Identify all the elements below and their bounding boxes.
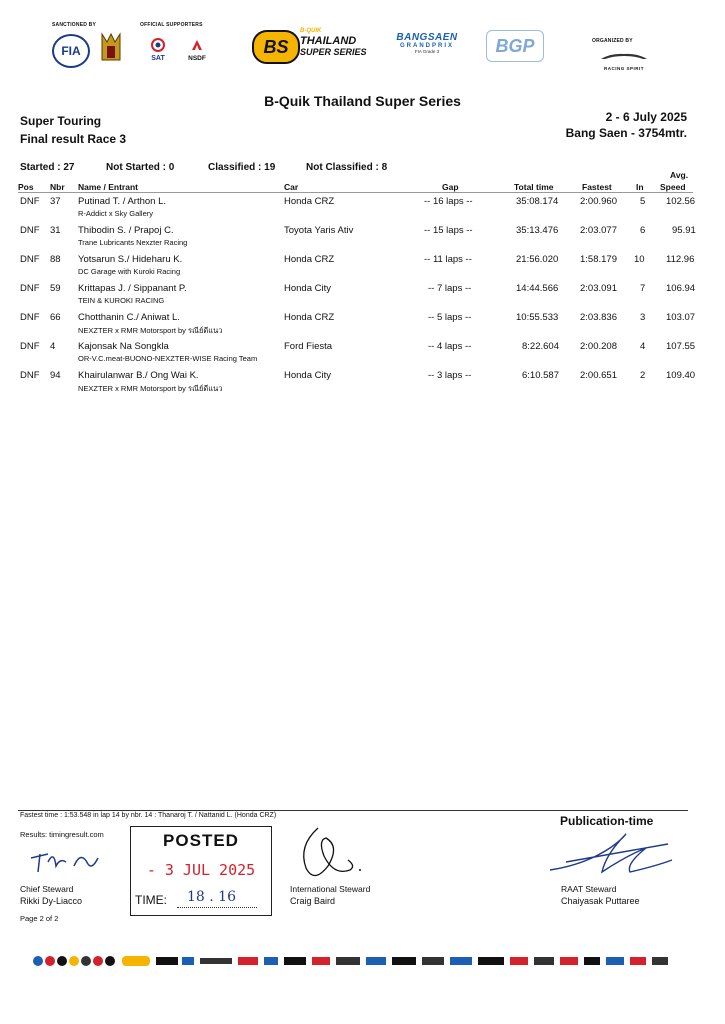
international-steward-signature: [288, 826, 368, 886]
row-entrant: NEXZTER x RMR Motorsport by รณีย์ดีแนว: [78, 326, 223, 335]
col-car: Car: [284, 182, 299, 192]
row-pos: DNF: [20, 254, 40, 265]
row-nbr: 31: [50, 225, 61, 236]
bangsaen-grandprix-logo: [382, 32, 472, 62]
row-gap: -- 11 laps --: [424, 254, 472, 265]
row-total-time: 21:56.020: [516, 254, 559, 265]
row-pos: DNF: [20, 370, 40, 381]
sanctioned-by-label: SANCTIONED BY: [52, 22, 96, 28]
row-entrant: TEIN & KUROKI RACING: [78, 296, 165, 305]
row-entrant: DC Garage with Kuroki Racing: [78, 267, 181, 276]
header-divider: [18, 192, 693, 193]
row-total-time: 6:10.587: [522, 370, 559, 381]
row-pos: DNF: [20, 312, 40, 323]
nsdf-logo-text: NSDF: [188, 55, 206, 62]
row-car: Ford Fiesta: [284, 341, 333, 352]
bs-monogram-icon: BS: [252, 30, 300, 64]
row-entrant: OR-V.C.meat-BUONO-NEXZTER-WISE Racing Team: [78, 354, 258, 363]
row-pos: DNF: [20, 283, 40, 294]
table-row: [18, 368, 696, 397]
bangsaen-line3: FIA Grade 3: [414, 49, 440, 54]
row-entrant: NEXZTER x RMR Motorsport by รณีย์ดีแนว: [78, 384, 223, 393]
rat-emblem-logo: [100, 32, 122, 62]
chief-steward-name: Rikki Dy-Liacco: [20, 896, 83, 906]
nsdf-logo: [184, 38, 210, 64]
row-name: Putinad T. / Arthon L.: [78, 196, 167, 207]
event-venue: Bang Saen - 3754mtr.: [565, 126, 687, 140]
row-pos: DNF: [20, 196, 40, 207]
classified-count: Classified : 19: [208, 162, 276, 173]
series-logo-line1: B-QUIK: [300, 28, 322, 34]
international-steward-name: Craig Baird: [290, 896, 336, 906]
row-car: Honda CRZ: [284, 312, 335, 323]
fia-logo-text: FIA: [61, 44, 81, 58]
racing-spirit-logo: [596, 48, 652, 71]
row-total-time: 35:08.174: [516, 196, 559, 207]
row-fastest: 2:00.208: [580, 341, 617, 352]
posted-stamp: [130, 826, 272, 916]
row-speed: 112.96: [666, 254, 695, 265]
row-fastest: 2:03.091: [580, 283, 617, 294]
table-row: [18, 223, 696, 252]
posted-label: POSTED: [163, 831, 239, 850]
sponsor-logo-strip: [32, 952, 672, 970]
time-handwritten: 18 . 16: [187, 889, 236, 905]
row-speed: 103.07: [666, 312, 696, 323]
row-pos: DNF: [20, 341, 40, 352]
row-in: 2: [640, 370, 646, 381]
row-name: Thibodin S. / Prapoj C.: [78, 225, 174, 236]
row-speed: 107.55: [666, 341, 696, 352]
fia-logo: [52, 34, 90, 68]
row-pos: DNF: [20, 225, 40, 236]
results-source: Results: timingresult.com: [20, 830, 104, 839]
row-in: 3: [640, 312, 646, 323]
raat-steward-name: Chaiyasak Puttaree: [561, 896, 640, 906]
col-gap: Gap: [442, 182, 459, 192]
row-total-time: 10:55.533: [516, 312, 559, 323]
fastest-time-note: Fastest time : 1:53.548 in lap 14 by nbr. 14 : Thanaroj T. / Nattanid L. (Honda CRZ): [20, 812, 277, 819]
row-gap: -- 7 laps --: [428, 283, 472, 294]
row-nbr: 88: [50, 254, 61, 265]
results-header: [18, 170, 693, 192]
row-speed: 109.40: [666, 370, 696, 381]
row-gap: -- 4 laps --: [428, 341, 472, 352]
row-car: Honda CRZ: [284, 196, 335, 207]
row-in: 7: [640, 283, 646, 294]
row-speed: 102.56: [666, 196, 696, 207]
posted-date: - 3 JUL 2025: [146, 861, 256, 879]
racing-spirit-text: RACING SPIRIT: [603, 66, 644, 71]
col-in: In: [636, 182, 644, 192]
document-title: B-Quik Thailand Super Series: [264, 93, 461, 109]
raat-steward-role: RAAT Steward: [561, 884, 617, 894]
row-nbr: 59: [50, 283, 61, 294]
thailand-super-series-logo: [252, 28, 372, 62]
table-row: [18, 281, 696, 310]
event-date: 2 - 6 July 2025: [605, 110, 687, 124]
row-fastest: 2:03.077: [580, 225, 617, 236]
row-fastest: 2:00.960: [580, 196, 617, 207]
row-car: Honda City: [284, 283, 331, 294]
row-nbr: 37: [50, 196, 61, 207]
chief-steward-signature: [26, 840, 116, 880]
row-gap: -- 3 laps --: [428, 370, 472, 381]
row-fastest: 1:58.179: [580, 254, 617, 265]
category-title: Super Touring: [20, 114, 102, 128]
table-row: [18, 194, 696, 223]
row-car: Honda CRZ: [284, 254, 335, 265]
row-gap: -- 16 laps --: [424, 196, 473, 207]
page-number: Page 2 of 2: [20, 914, 59, 923]
organized-by-label: ORGANIZED BY: [592, 38, 633, 44]
row-entrant: Trane Lubricants Nexzter Racing: [78, 238, 188, 247]
row-nbr: 4: [50, 341, 56, 352]
sat-logo: [145, 38, 171, 64]
table-row: [18, 252, 693, 281]
row-gap: -- 5 laps --: [428, 312, 472, 323]
footer-divider: [18, 810, 688, 811]
table-row: [18, 310, 696, 339]
row-fastest: 2:03.836: [580, 312, 617, 323]
bgp-logo: [486, 30, 544, 62]
col-nbr: Nbr: [50, 182, 65, 192]
col-fastest: Fastest: [582, 182, 612, 192]
row-nbr: 66: [50, 312, 61, 323]
row-fastest: 2:00.651: [580, 370, 617, 381]
row-in: 4: [640, 341, 646, 352]
row-total-time: 8:22.604: [522, 341, 559, 352]
col-avg-label: Avg.: [670, 170, 689, 180]
row-total-time: 35:13.476: [516, 225, 559, 236]
bgp-logo-text: BGP: [495, 36, 535, 56]
row-name: Yotsarun S./ Hideharu K.: [78, 254, 183, 265]
publication-time-label: Publication-time: [560, 814, 654, 828]
series-logo-line2: THAILAND: [300, 35, 357, 47]
bangsaen-line2: GRANDPRIX: [399, 43, 454, 49]
international-steward-role: International Steward: [290, 884, 371, 894]
official-supporters-label: OFFICIAL SUPPORTERS: [140, 22, 203, 28]
row-name: Chotthanin C./ Aniwat L.: [78, 312, 180, 323]
row-speed: 95.91: [672, 225, 696, 236]
row-nbr: 94: [50, 370, 61, 381]
col-name: Name / Entrant: [78, 182, 138, 192]
series-logo-line3: SUPER SERIES: [300, 47, 367, 57]
row-car: Toyota Yaris Ativ: [284, 225, 354, 236]
bangsaen-line1: BANGSAEN: [396, 32, 458, 43]
row-in: 10: [634, 254, 645, 265]
row-name: Krittapas J. / Sippanant P.: [78, 283, 187, 294]
result-subtitle: Final result Race 3: [20, 132, 127, 146]
row-in: 6: [640, 225, 646, 236]
row-car: Honda City: [284, 370, 331, 381]
col-speed-label: Speed: [660, 182, 686, 192]
row-name: Khairulanwar B./ Ong Wai K.: [78, 370, 199, 381]
time-dotted-line: [177, 907, 257, 908]
col-total-time: Total time: [514, 182, 554, 192]
row-in: 5: [640, 196, 646, 207]
row-gap: -- 15 laps --: [424, 225, 473, 236]
time-label: TIME:: [135, 893, 167, 907]
raat-steward-signature: [546, 826, 676, 881]
not-started-count: Not Started : 0: [106, 162, 175, 173]
chief-steward-role: Chief Steward: [20, 884, 74, 894]
sat-logo-text: SAT: [151, 55, 165, 62]
row-speed: 106.94: [666, 283, 696, 294]
col-pos: Pos: [18, 182, 34, 192]
row-total-time: 14:44.566: [516, 283, 559, 294]
not-classified-count: Not Classified : 8: [306, 162, 388, 173]
row-entrant: R-Addict x Sky Gallery: [78, 209, 154, 218]
table-row: [18, 339, 696, 368]
row-name: Kajonsak Na Songkla: [78, 341, 169, 352]
started-count: Started : 27: [20, 162, 75, 173]
